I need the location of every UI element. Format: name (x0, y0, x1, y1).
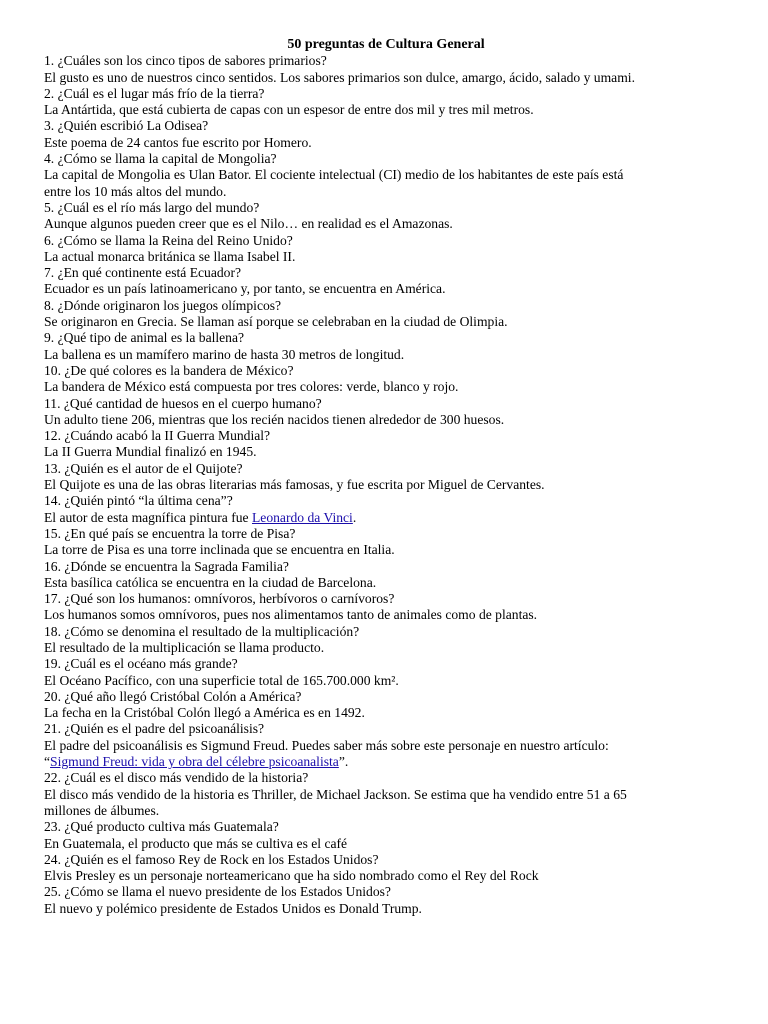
answer-18: El resultado de la multiplicación se llama producto. (44, 639, 325, 655)
question-6: 6. ¿Cómo se llama la Reina del Reino Unido? (44, 232, 293, 248)
question-9: 9. ¿Qué tipo de animal es la ballena? (44, 330, 245, 346)
answer-15: La torre de Pisa es una torre inclinada que se encuentra en Italia. (44, 542, 395, 558)
answer-8: Se originaron en Grecia. Se llaman así porque se celebraban en la ciudad de Olimpia. (44, 314, 508, 330)
answer-21: El padre del psicoanálisis es Sigmund Freud. Puedes saber más sobre este personaje en nuestro artículo: (44, 737, 609, 753)
answer-14-period: . (352, 509, 357, 525)
answer-19: El Océano Pacífico, con una superficie total de 165.700.000 km². (44, 672, 399, 688)
question-17: 17. ¿Qué son los humanos: omnívoros, herbívoros o carnívoros? (44, 591, 395, 607)
answer-9: La ballena es un mamífero marino de hasta 30 metros de longitud. (44, 346, 405, 362)
document-title: 50 preguntas de Cultura General (287, 37, 485, 52)
answer-10: La bandera de México está compuesta por tres colores: verde, blanco y rojo. (44, 379, 459, 395)
answer-6: La actual monarca británica se llama Isabel II. (44, 248, 296, 264)
question-20: 20. ¿Qué año llegó Cristóbal Colón a América? (44, 688, 302, 704)
question-3: 3. ¿Quién escribió La Odisea? (44, 118, 209, 134)
answer-24: Elvis Presley es un personaje norteamericano que ha sido nombrado como el Rey del Rock (44, 868, 539, 884)
qa-list (44, 53, 728, 917)
answer-12: La II Guerra Mundial finalizó en 1945. (44, 444, 257, 460)
answer-14-text: El autor de esta magnífica pintura fue (44, 509, 252, 525)
question-1: 1. ¿Cuáles son los cinco tipos de sabores primarios? (44, 53, 327, 69)
answer-13: El Quijote es una de las obras literarias más famosas, y fue escrita por Miguel de Cervantes. (44, 477, 545, 493)
question-8: 8. ¿Dónde originaron los juegos olímpicos? (44, 297, 282, 313)
question-15: 15. ¿En qué país se encuentra la torre de Pisa? (44, 525, 296, 541)
question-4: 4. ¿Cómo se llama la capital de Mongolia? (44, 151, 277, 167)
question-19: 19. ¿Cuál es el océano más grande? (44, 656, 238, 672)
question-7: 7. ¿En qué continente está Ecuador? (44, 265, 242, 281)
leonardo-da-vinci-link[interactable]: Leonardo da Vinci (251, 509, 353, 525)
answer-14 (44, 510, 728, 526)
answer-11: Un adulto tiene 206, mientras que los recién nacidos tienen alrededor de 300 huesos. (44, 411, 505, 427)
question-21: 21. ¿Quién es el padre del psicoanálisis? (44, 721, 265, 737)
answer-23: En Guatemala, el producto que más se cultiva es el café (44, 835, 348, 851)
question-23: 23. ¿Qué producto cultiva más Guatemala? (44, 819, 279, 835)
question-12: 12. ¿Cuándo acabó la II Guerra Mundial? (44, 428, 271, 444)
question-24: 24. ¿Quién es el famoso Rey de Rock en los Estados Unidos? (44, 851, 379, 867)
answer-3: Este poema de 24 cantos fue escrito por Homero. (44, 134, 312, 150)
answer-20: La fecha en la Cristóbal Colón llegó a América es en 1492. (44, 705, 365, 721)
answer-2: La Antártida, que está cubierta de capas con un espesor de entre dos mil y tres mil metros. (44, 102, 534, 118)
open-quote: “ (44, 754, 51, 770)
question-10: 10. ¿De qué colores es la bandera de México? (44, 362, 294, 378)
answer-22: El disco más vendido de la historia es Thriller, de Michael Jackson. Se estima que ha vendido entre 51 a 65 millones de álbumes. (44, 786, 627, 818)
answer-17: Los humanos somos omnívoros, pues nos alimentamos tanto de animales como de plantas. (44, 607, 538, 623)
answer-16: Esta basílica católica se encuentra en la ciudad de Barcelona. (44, 574, 377, 590)
question-2: 2. ¿Cuál es el lugar más frío de la tierra? (44, 85, 265, 101)
answer-25: El nuevo y polémico presidente de Estados Unidos es Donald Trump. (44, 900, 422, 916)
answer-7: Ecuador es un país latinoamericano y, por tanto, se encuentra en América. (44, 281, 446, 297)
question-13: 13. ¿Quién es el autor de el Quijote? (44, 460, 243, 476)
answer-21-article (44, 754, 728, 770)
answer-4: La capital de Mongolia es Ulan Bator. El cociente intelectual (CI) medio de los habitantes de este país está entre los 10 más altos del mundo. (44, 167, 624, 199)
question-5: 5. ¿Cuál es el río más largo del mundo? (44, 199, 260, 215)
sigmund-freud-article-link[interactable]: Sigmund Freud: vida y obra del célebre psicoanalista (50, 754, 339, 770)
question-18: 18. ¿Cómo se denomina el resultado de la multiplicación? (44, 623, 360, 639)
answer-5: Aunque algunos pueden creer que es el Nilo… en realidad es el Amazonas. (44, 216, 453, 232)
answer-1: El gusto es uno de nuestros cinco sentidos. Los sabores primarios son dulce, amargo, ácido, salado y umami. (44, 69, 635, 85)
close-quote: ”. (338, 754, 349, 770)
question-14: 14. ¿Quién pintó “la última cena”? (44, 493, 233, 509)
question-11: 11. ¿Qué cantidad de huesos en el cuerpo humano? (44, 395, 322, 411)
question-22: 22. ¿Cuál es el disco más vendido de la historia? (44, 770, 309, 786)
question-16: 16. ¿Dónde se encuentra la Sagrada Familia? (44, 558, 289, 574)
question-25: 25. ¿Cómo se llama el nuevo presidente de los Estados Unidos? (44, 884, 391, 900)
